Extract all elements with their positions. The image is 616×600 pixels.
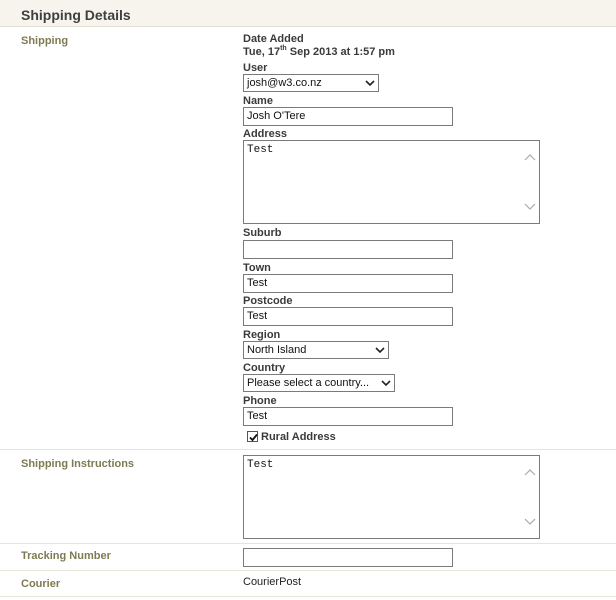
postcode-input[interactable] <box>243 307 453 326</box>
rural-address-checkbox[interactable] <box>247 431 258 442</box>
instructions-scrollbar[interactable] <box>524 456 536 538</box>
postcode-label: Postcode <box>243 295 293 307</box>
postcode-input-value: Test <box>247 310 268 322</box>
user-label: User <box>243 62 268 74</box>
address-scrollbar[interactable] <box>524 141 536 223</box>
instructions-section-label: Shipping Instructions <box>21 458 135 470</box>
courier-value: CourierPost <box>243 576 302 588</box>
chevron-up-icon[interactable] <box>524 468 536 476</box>
chevron-down-icon <box>375 345 385 355</box>
town-label: Town <box>243 262 271 274</box>
phone-input[interactable] <box>243 407 453 426</box>
shipping-section-label: Shipping <box>21 35 69 47</box>
chevron-down-icon <box>365 78 375 88</box>
address-label: Address <box>243 128 288 140</box>
town-input-value: Test <box>247 277 268 289</box>
user-select-value: josh@w3.co.nz <box>247 77 322 89</box>
user-select[interactable] <box>243 74 379 92</box>
name-input-value: Josh O'Tere <box>247 110 306 122</box>
address-textarea[interactable] <box>243 140 540 224</box>
chevron-down-icon[interactable] <box>524 203 536 211</box>
region-select[interactable] <box>243 341 389 359</box>
date-added-label: Date Added <box>243 33 304 45</box>
instructions-textarea[interactable] <box>243 455 540 539</box>
country-select-value: Please select a country... <box>247 377 370 389</box>
chevron-down-icon <box>381 378 391 388</box>
region-select-value: North Island <box>247 344 307 356</box>
region-label: Region <box>243 329 281 341</box>
row-divider <box>0 543 616 544</box>
suburb-label: Suburb <box>243 227 282 239</box>
courier-section-label: Courier <box>21 578 61 590</box>
name-input[interactable] <box>243 107 453 126</box>
page-title: Shipping Details <box>21 7 131 23</box>
chevron-up-icon[interactable] <box>524 153 536 161</box>
name-label: Name <box>243 95 273 107</box>
section-header <box>0 0 616 27</box>
instructions-textarea-value: Test <box>247 459 274 471</box>
phone-label: Phone <box>243 395 277 407</box>
row-divider <box>0 570 616 571</box>
chevron-down-icon[interactable] <box>524 518 536 526</box>
row-divider <box>0 449 616 450</box>
town-input[interactable] <box>243 274 453 293</box>
address-textarea-value: Test <box>247 144 274 156</box>
phone-input-value: Test <box>247 410 268 422</box>
row-divider <box>0 596 616 597</box>
tracking-section-label: Tracking Number <box>21 550 111 562</box>
suburb-input[interactable] <box>243 240 453 259</box>
country-label: Country <box>243 362 286 374</box>
rural-address-label[interactable]: Rural Address <box>261 431 336 443</box>
checkmark-icon <box>248 432 259 443</box>
country-select[interactable] <box>243 374 395 392</box>
date-added-value: Tue, 17th Sep 2013 at 1:57 pm <box>243 45 395 58</box>
tracking-number-input[interactable] <box>243 548 453 567</box>
